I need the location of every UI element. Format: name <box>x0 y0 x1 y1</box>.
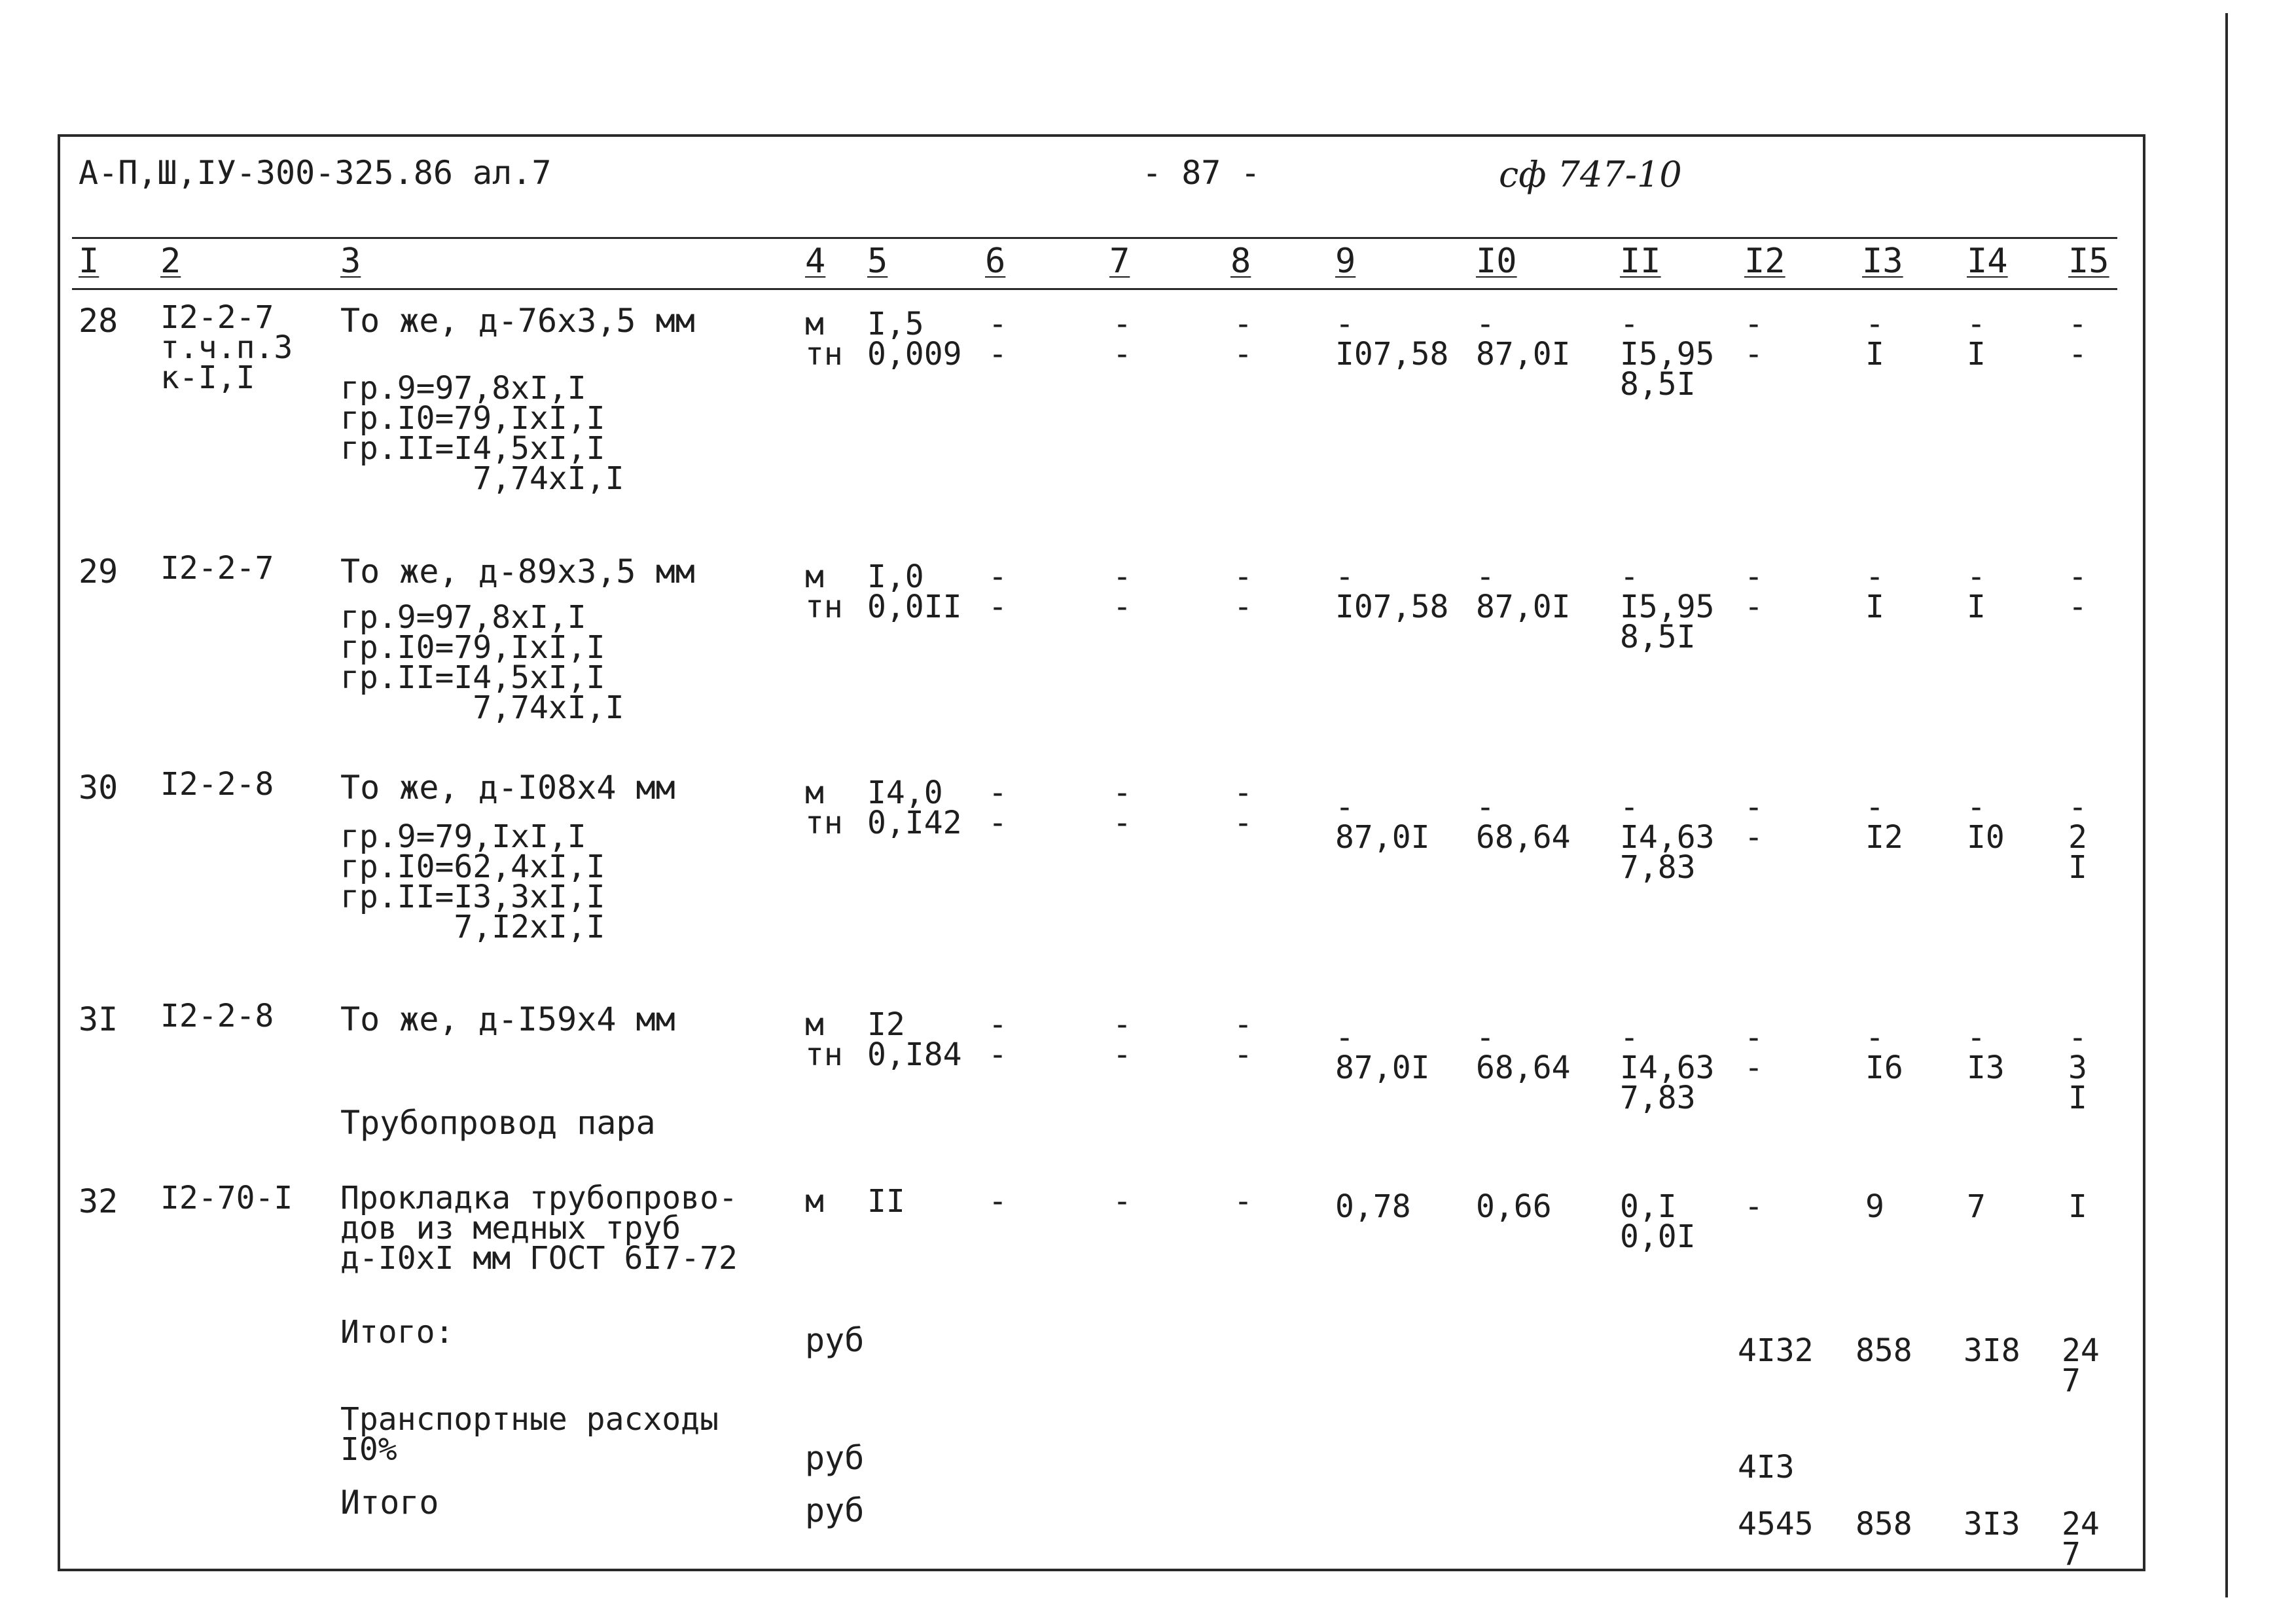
col-12-value: 4545 <box>1738 1506 1814 1542</box>
quantity: I,0 0,0II <box>867 558 962 625</box>
col-9-value: - 87,0I <box>1335 789 1430 856</box>
total-unit: руб <box>805 1439 865 1477</box>
row-number: 32 <box>79 1182 118 1220</box>
header-rule-top <box>72 237 2117 239</box>
total-label: Итого: <box>340 1314 454 1351</box>
col-11-value: 0,I 0,0I <box>1620 1188 1696 1255</box>
norm-code: I2-2-8 <box>160 998 274 1034</box>
col-8-value: - - <box>1234 1006 1253 1073</box>
col-10-value: - 68,64 <box>1476 1019 1571 1086</box>
col-12-value: 4I3 <box>1738 1449 1795 1486</box>
page-number: - 87 - <box>1142 154 1261 192</box>
page-edge-line <box>2225 13 2228 1597</box>
col-15-value: 24 7 <box>2062 1332 2100 1399</box>
col-14-value: - I3 <box>1967 1019 2005 1086</box>
col-7-value: - - <box>1113 775 1132 841</box>
col-number-3: 3 <box>340 242 361 281</box>
col-10-value: - 87,0I <box>1476 306 1571 373</box>
col-8-value: - - <box>1234 775 1253 841</box>
col-13-value: - I6 <box>1865 1019 1903 1086</box>
col-8-value: - - <box>1234 558 1253 625</box>
col-number-4: 4 <box>805 242 826 281</box>
norm-code: I2-70-I <box>160 1180 293 1216</box>
col-9-value: - I07,58 <box>1335 558 1449 625</box>
item-calculation: гр.9=79,IхI,I гр.I0=62,4хI,I гр.II=I3,3хI,I 7,I2хI,I <box>340 818 605 945</box>
col-8-value: - <box>1234 1183 1253 1220</box>
col-9-value: 0,78 <box>1335 1188 1411 1225</box>
item-title: Прокладка трубопрово- дов из медных труб д-I0хI мм ГОСТ 6I7-72 <box>340 1180 738 1277</box>
section-heading: Трубопровод пара <box>340 1104 656 1142</box>
col-10-value: 0,66 <box>1476 1188 1552 1225</box>
norm-code: I2-2-7 т.ч.п.3 к-I,I <box>160 299 293 396</box>
col-15-value: - 2 I <box>2068 789 2087 886</box>
quantity: I4,0 0,I42 <box>867 775 962 841</box>
col-13-value: - I2 <box>1865 789 1903 856</box>
col-9-value: - I07,58 <box>1335 306 1449 373</box>
col-number-15: I5 <box>2068 242 2109 281</box>
item-title: То же, д-I08х4 мм <box>340 769 675 807</box>
col-10-value: - 87,0I <box>1476 558 1571 625</box>
total-unit: руб <box>805 1321 865 1359</box>
unit: м тн <box>805 775 843 841</box>
col-number-7: 7 <box>1109 242 1130 281</box>
col-15-value: 24 7 <box>2062 1506 2100 1573</box>
unit: м тн <box>805 1006 843 1073</box>
row-number: 29 <box>79 553 118 591</box>
col-13-value: 858 <box>1856 1506 1912 1542</box>
col-number-1: I <box>79 242 99 281</box>
col-6-value: - - <box>988 775 1007 841</box>
col-11-value: - I4,63 7,83 <box>1620 789 1715 886</box>
col-number-10: I0 <box>1476 242 1517 281</box>
col-number-12: I2 <box>1744 242 1785 281</box>
col-11-value: - I5,95 8,5I <box>1620 558 1715 655</box>
col-15-value: - 3 I <box>2068 1019 2087 1116</box>
unit: м тн <box>805 306 843 373</box>
col-7-value: - - <box>1113 1006 1132 1073</box>
col-14-value: - I0 <box>1967 789 2005 856</box>
col-6-value: - - <box>988 306 1007 373</box>
col-6-value: - <box>988 1183 1007 1220</box>
col-7-value: - - <box>1113 306 1132 373</box>
col-14-value: 3I3 <box>1964 1506 2020 1542</box>
col-6-value: - - <box>988 558 1007 625</box>
col-15-value: - - <box>2068 306 2087 373</box>
col-13-value: 858 <box>1856 1332 1912 1369</box>
unit: м тн <box>805 558 843 625</box>
norm-code: I2-2-7 <box>160 550 274 587</box>
document-code: А-П,Ш,IУ-300-325.86 ал.7 <box>79 154 552 192</box>
col-12-value: - - <box>1744 1019 1763 1086</box>
col-15-value: - - <box>2068 558 2087 625</box>
col-12-value: - <box>1744 1188 1763 1225</box>
col-8-value: - - <box>1234 306 1253 373</box>
col-number-14: I4 <box>1967 242 2008 281</box>
quantity: I2 0,I84 <box>867 1006 962 1073</box>
col-9-value: - 87,0I <box>1335 1019 1430 1086</box>
quantity: II <box>867 1183 905 1220</box>
col-13-value: - I <box>1865 306 1884 373</box>
total-label: Транспортные расходы I0% <box>340 1401 719 1468</box>
col-12-value: 4I32 <box>1738 1332 1814 1369</box>
item-calculation: гр.9=97,8хI,I гр.I0=79,IхI,I гр.II=I4,5хI,I 7,74хI,I <box>340 370 624 497</box>
row-number: 3I <box>79 1000 118 1038</box>
col-number-8: 8 <box>1230 242 1251 281</box>
total-label: Итого <box>340 1484 439 1522</box>
col-number-11: II <box>1620 242 1661 281</box>
row-number: 30 <box>79 769 118 807</box>
col-number-2: 2 <box>160 242 181 281</box>
col-number-5: 5 <box>867 242 888 281</box>
col-6-value: - - <box>988 1006 1007 1073</box>
col-11-value: - I5,95 8,5I <box>1620 306 1715 403</box>
col-number-9: 9 <box>1335 242 1356 281</box>
col-number-6: 6 <box>985 242 1006 281</box>
col-12-value: - - <box>1744 306 1763 373</box>
unit: м <box>805 1183 824 1220</box>
col-12-value: - - <box>1744 558 1763 625</box>
item-title: То же, д-89х3,5 мм <box>340 553 695 591</box>
col-14-value: - I <box>1967 306 1986 373</box>
item-calculation: гр.9=97,8хI,I гр.I0=79,IхI,I гр.II=I4,5хI,I 7,74хI,I <box>340 599 624 726</box>
col-14-value: 3I8 <box>1964 1332 2020 1369</box>
header-rule-bottom <box>72 288 2117 290</box>
item-title: То же, д-76х3,5 мм <box>340 302 695 340</box>
row-number: 28 <box>79 302 118 340</box>
total-unit: руб <box>805 1491 865 1529</box>
col-12-value: - - <box>1744 789 1763 856</box>
norm-code: I2-2-8 <box>160 766 274 803</box>
quantity: I,5 0,009 <box>867 306 962 373</box>
col-13-value: 9 <box>1865 1188 1884 1225</box>
col-number-13: I3 <box>1862 242 1903 281</box>
item-title: То же, д-I59х4 мм <box>340 1000 675 1038</box>
col-14-value: - I <box>1967 558 1986 625</box>
sheet-mark: сф 747-10 <box>1499 154 1682 195</box>
col-7-value: - <box>1113 1183 1132 1220</box>
col-11-value: - I4,63 7,83 <box>1620 1019 1715 1116</box>
col-13-value: - I <box>1865 558 1884 625</box>
col-10-value: - 68,64 <box>1476 789 1571 856</box>
col-14-value: 7 <box>1967 1188 1986 1225</box>
col-7-value: - - <box>1113 558 1132 625</box>
col-15-value: I <box>2068 1188 2087 1225</box>
